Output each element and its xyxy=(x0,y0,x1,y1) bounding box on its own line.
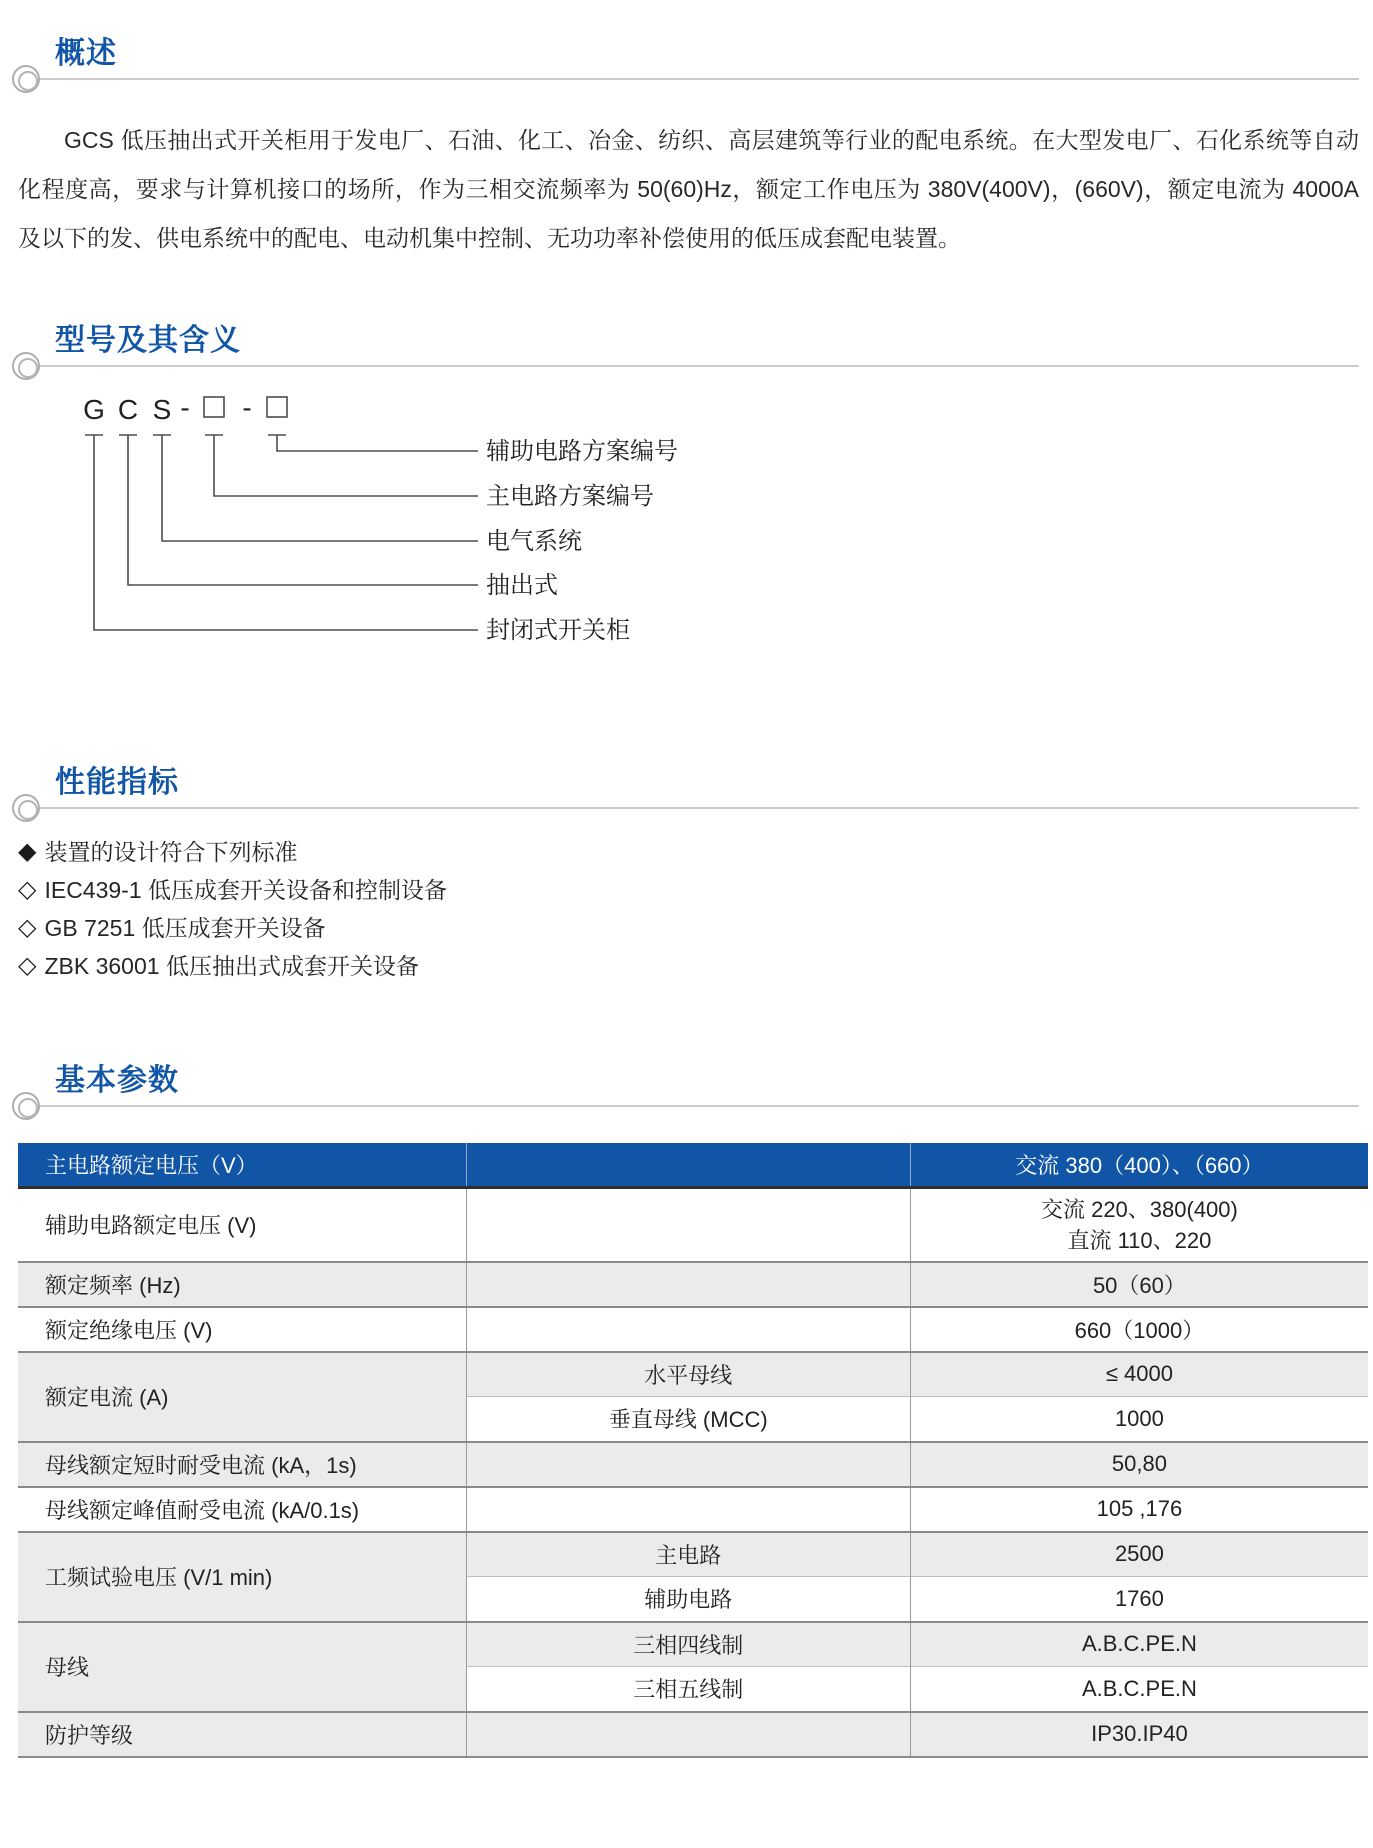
param-value: 交流 380（400）、（660） xyxy=(910,1143,1368,1187)
param-value: 1760 xyxy=(910,1577,1368,1622)
model-letter-g: G xyxy=(83,394,105,425)
connector-withdrawable xyxy=(128,435,478,585)
model-designation-diagram xyxy=(58,393,778,655)
list-item-text: IEC439-1 低压成套开关设备和控制设备 xyxy=(44,877,448,903)
model-letter-c: C xyxy=(117,394,139,425)
param-label: 额定绝缘电压 (V) xyxy=(18,1307,466,1352)
hollow-diamond-icon: ◇ xyxy=(18,876,37,903)
param-sublabel xyxy=(466,1187,910,1262)
param-value: 50（60） xyxy=(910,1262,1368,1307)
param-sublabel xyxy=(466,1442,910,1487)
list-item xyxy=(18,833,1359,871)
param-value: 1000 xyxy=(910,1397,1368,1442)
connector-main-scheme xyxy=(214,435,478,496)
list-item-text: GB 7251 低压成套开关设备 xyxy=(44,915,326,941)
param-sublabel xyxy=(466,1487,910,1532)
section-rule xyxy=(18,78,1359,80)
section-parameters xyxy=(18,1063,1359,1758)
param-label: 辅助电路额定电压 (V) xyxy=(18,1187,466,1262)
ring-ornament-icon xyxy=(12,1092,40,1120)
param-label: 防护等级 xyxy=(18,1712,466,1757)
section-title-performance: 性能指标 xyxy=(55,766,179,799)
ring-ornament-icon xyxy=(12,352,40,380)
list-item-text: 装置的设计符合下列标准 xyxy=(44,839,298,865)
diagram-label-main-scheme: 主电路方案编号 xyxy=(486,483,654,510)
table-row xyxy=(18,1307,1368,1352)
diagram-label-enclosed-switchgear: 封闭式开关柜 xyxy=(486,617,630,644)
parameters-table xyxy=(18,1143,1368,1758)
table-row xyxy=(18,1532,1368,1577)
list-item xyxy=(18,909,1359,947)
param-value: A.B.C.PE.N xyxy=(910,1667,1368,1712)
param-sublabel: 水平母线 xyxy=(466,1352,910,1397)
connector-enclosed-switchgear xyxy=(94,435,478,630)
model-dash: - xyxy=(180,393,190,423)
ring-ornament-icon xyxy=(12,65,40,93)
param-label: 母线额定短时耐受电流 (kA，1s) xyxy=(18,1442,466,1487)
param-sublabel xyxy=(466,1307,910,1352)
ring-ornament-icon xyxy=(12,794,40,822)
section-title-overview: 概述 xyxy=(55,37,117,70)
param-sublabel xyxy=(466,1262,910,1307)
list-item xyxy=(18,947,1359,985)
param-value: IP30.IP40 xyxy=(910,1712,1368,1757)
param-label: 母线额定峰值耐受电流 (kA/0.1s) xyxy=(18,1487,466,1532)
section-rule xyxy=(18,807,1359,809)
connector-aux-scheme xyxy=(277,435,478,451)
diagram-label-electrical-system: 电气系统 xyxy=(486,528,582,555)
section-rule xyxy=(18,1105,1359,1107)
param-label: 额定电流 (A) xyxy=(18,1352,466,1442)
section-title-parameters: 基本参数 xyxy=(55,1064,179,1097)
table-row xyxy=(18,1187,1368,1262)
param-label: 母线 xyxy=(18,1622,466,1712)
param-sublabel: 三相四线制 xyxy=(466,1622,910,1667)
table-row xyxy=(18,1262,1368,1307)
param-value-line1: 交流 220、380(400) xyxy=(1040,1196,1238,1222)
param-sublabel: 主电路 xyxy=(466,1532,910,1577)
param-value: ≤ 4000 xyxy=(910,1352,1368,1397)
param-label: 主电路额定电压（V） xyxy=(18,1143,466,1187)
section-overview xyxy=(18,36,1359,263)
param-sublabel: 垂直母线 (MCC) xyxy=(466,1397,910,1442)
param-label: 额定频率 (Hz) xyxy=(18,1262,466,1307)
param-value-line2: 直流 110、220 xyxy=(1067,1227,1212,1253)
section-rule xyxy=(18,365,1359,367)
model-letter-s: S xyxy=(152,394,172,425)
param-value: 2500 xyxy=(910,1532,1368,1577)
list-item-text: ZBK 36001 低压抽出式成套开关设备 xyxy=(44,953,419,979)
model-box-aux-circuit xyxy=(267,397,287,417)
table-header-row xyxy=(18,1143,1368,1187)
standards-list xyxy=(18,833,1359,985)
param-sublabel: 三相五线制 xyxy=(466,1667,910,1712)
hollow-diamond-icon: ◇ xyxy=(18,914,37,941)
param-sublabel xyxy=(466,1143,910,1187)
diagram-label-aux-scheme: 辅助电路方案编号 xyxy=(486,438,678,465)
param-value: A.B.C.PE.N xyxy=(910,1622,1368,1667)
param-sublabel: 辅助电路 xyxy=(466,1577,910,1622)
section-title-model: 型号及其含义 xyxy=(55,324,241,357)
table-row xyxy=(18,1442,1368,1487)
table-row xyxy=(18,1622,1368,1667)
section-performance xyxy=(18,765,1359,985)
table-row xyxy=(18,1487,1368,1532)
param-sublabel xyxy=(466,1712,910,1757)
param-label: 工频试验电压 (V/1 min) xyxy=(18,1532,466,1622)
model-box-main-circuit xyxy=(204,397,224,417)
diagram-label-withdrawable: 抽出式 xyxy=(486,572,558,599)
param-value: 660（1000） xyxy=(910,1307,1368,1352)
table-row xyxy=(18,1712,1368,1757)
section-model-designation xyxy=(18,323,1359,655)
param-value: 105 ,176 xyxy=(910,1487,1368,1532)
filled-diamond-icon: ◆ xyxy=(18,838,37,865)
table-row xyxy=(18,1352,1368,1397)
hollow-diamond-icon: ◇ xyxy=(18,952,37,979)
param-value: 50,80 xyxy=(910,1442,1368,1487)
param-value xyxy=(910,1187,1368,1262)
overview-paragraph: GCS 低压抽出式开关柜用于发电厂、石油、化工、冶金、纺织、高层建筑等行业的配电系统。在大型发电厂、石化系统等自动化程度高，要求与计算机接口的场所，作为三相交流频率为 50(60)Hz，额定工作电压为 380V(400V)，(660V)，额定电流为 4000A 及以下的发、供电系统中的配电、电动机集中控制、无功功率补偿使用的低压成套配电装置。 xyxy=(18,127,1359,251)
list-item xyxy=(18,871,1359,909)
model-dash: - xyxy=(242,393,252,423)
